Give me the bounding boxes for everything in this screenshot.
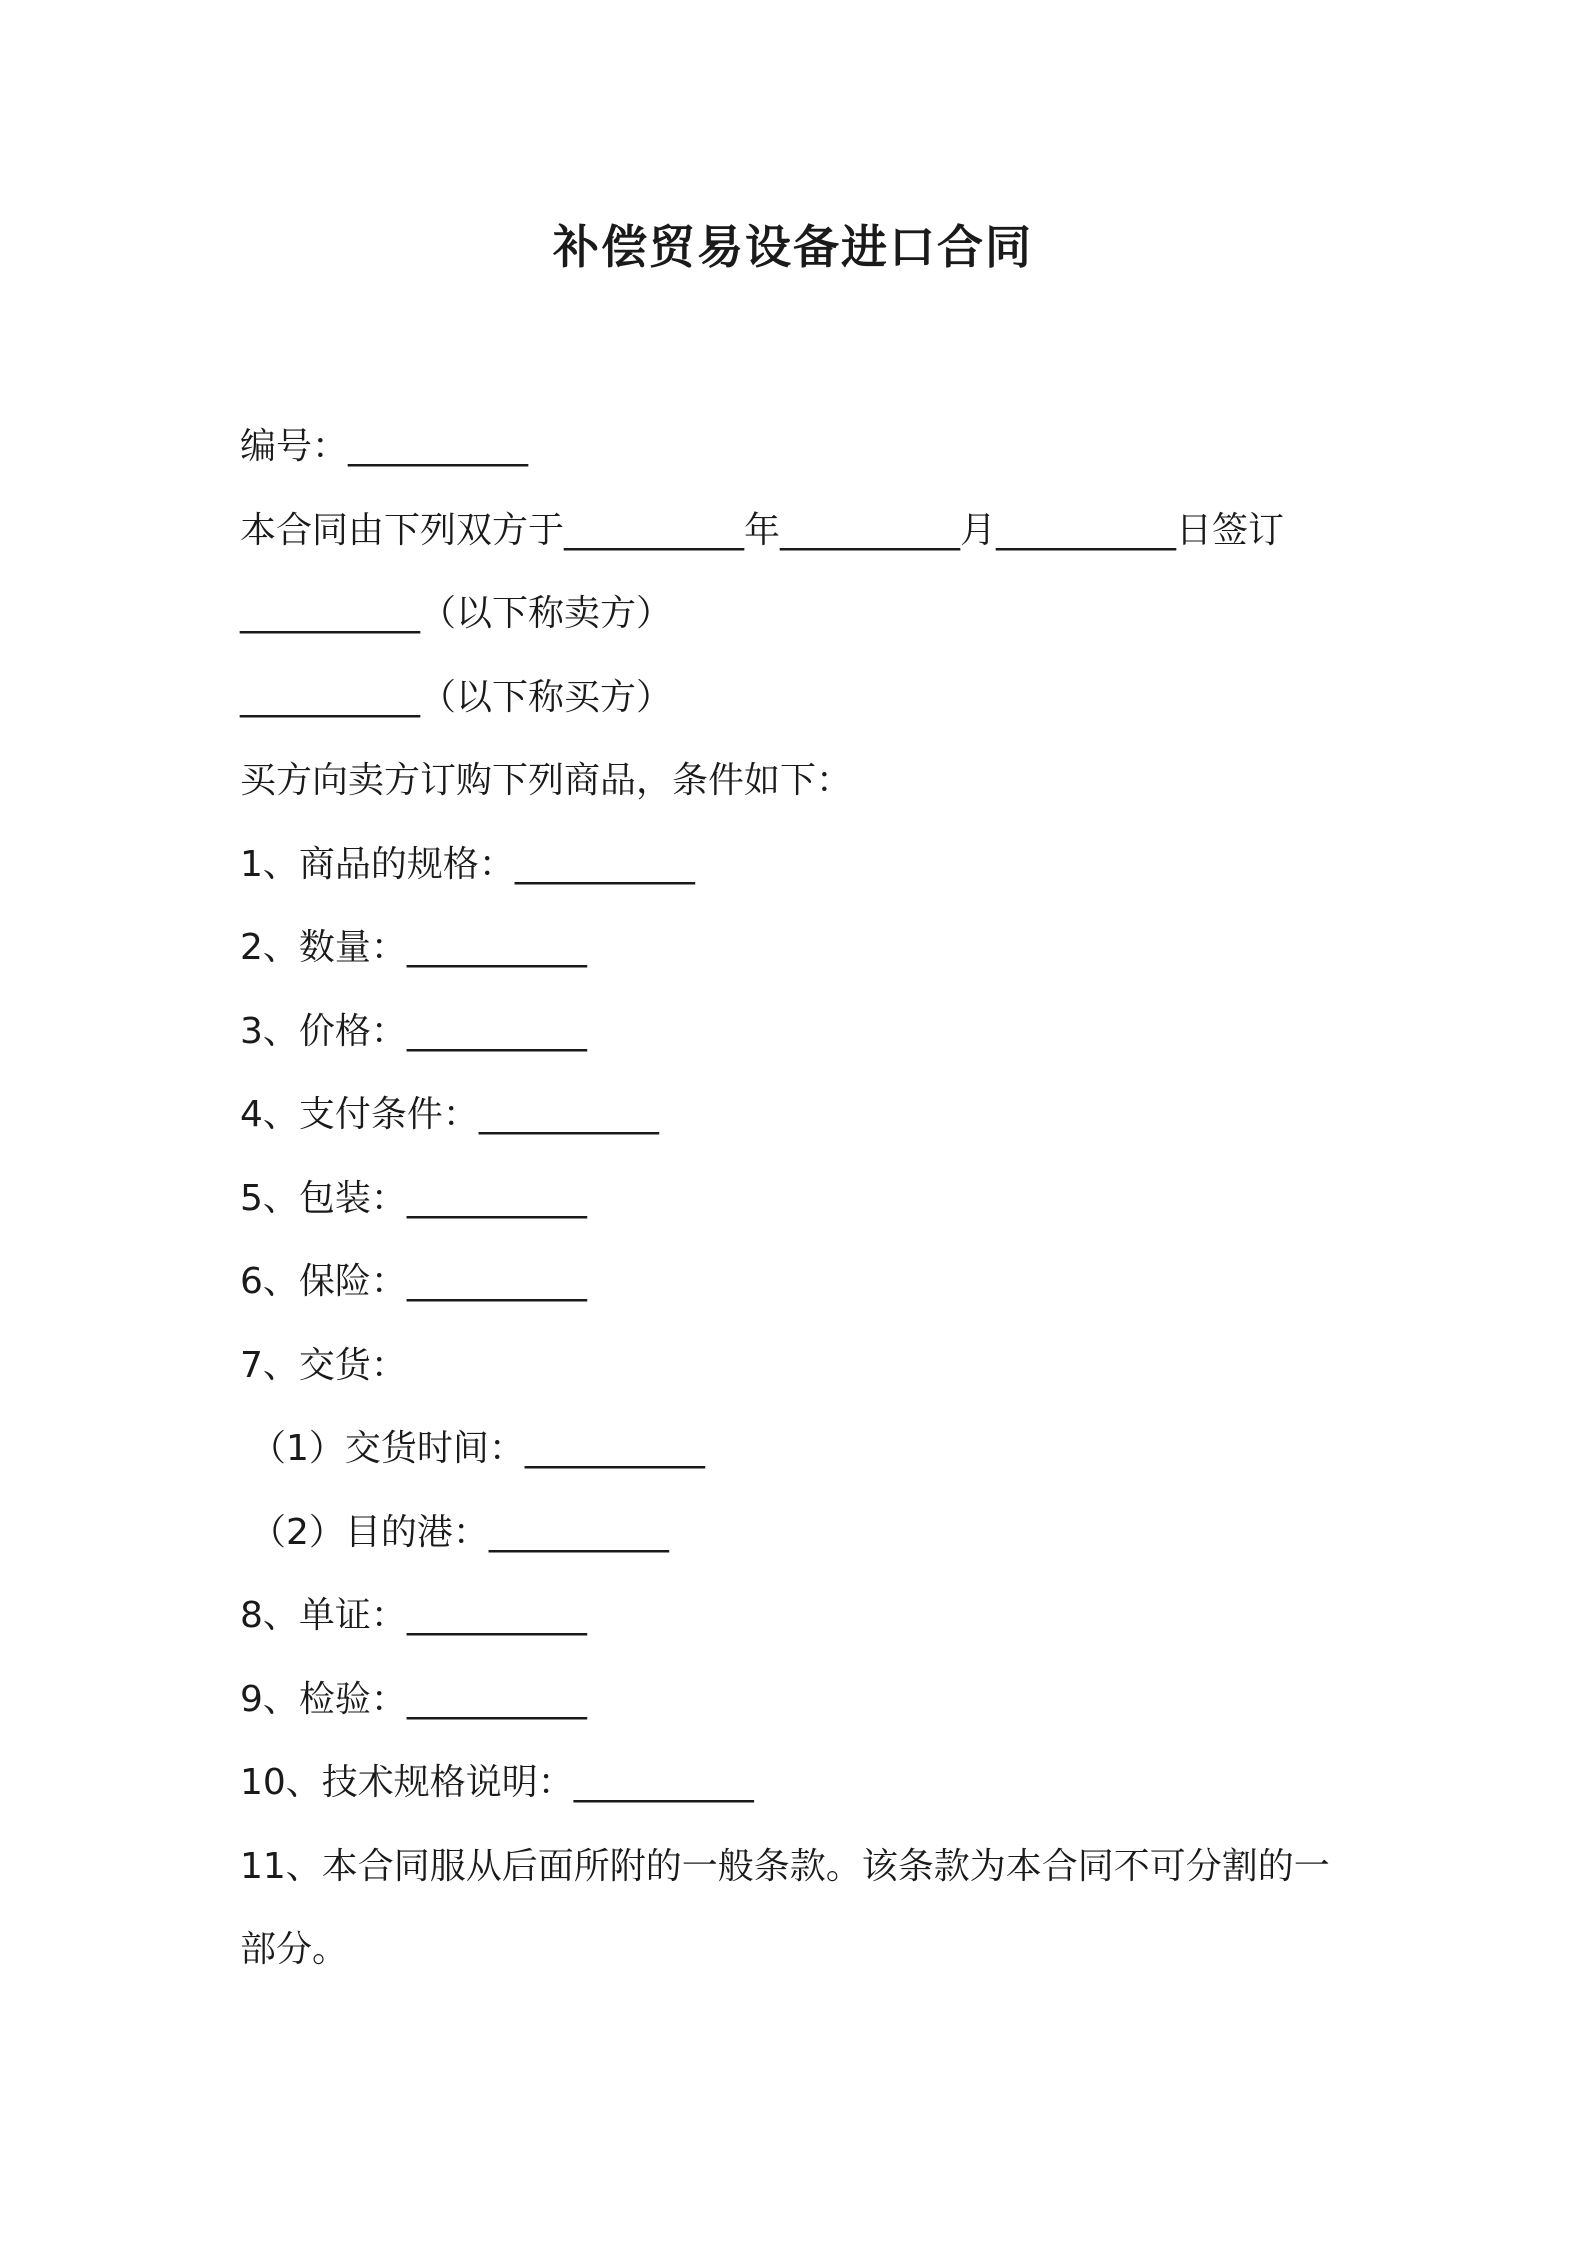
item-price: 3、价格：__________ <box>240 1010 587 1052</box>
contract-number-line: 编号：__________ <box>240 426 529 467</box>
item-specification: 1、商品的规格：__________ <box>240 843 695 885</box>
item-delivery-time: （1）交货时间：__________ <box>250 1428 705 1469</box>
item-delivery: 7、交货： <box>240 1344 407 1386</box>
item-technical-specs: 10、技术规格说明：__________ <box>240 1762 754 1803</box>
document-title: 补偿贸易设备进口合同 <box>553 220 1033 274</box>
item-insurance: 6、保险：__________ <box>240 1261 587 1302</box>
signing-date-line: 本合同由下列双方于__________年__________月__________日签订 <box>240 509 1285 551</box>
item-destination-port: （2）目的港：__________ <box>250 1511 669 1553</box>
intro-line: 买方向卖方订购下列商品，条件如下： <box>240 760 853 801</box>
item-packing: 5、包装：__________ <box>240 1177 587 1219</box>
buyer-line: __________（以下称买方） <box>240 676 673 718</box>
item-inspection: 9、检验：__________ <box>240 1678 587 1720</box>
item-payment-terms: 4、支付条件：__________ <box>240 1094 659 1135</box>
seller-line: __________（以下称卖方） <box>240 593 673 634</box>
item-quantity: 2、数量：__________ <box>240 927 587 968</box>
contract-body <box>240 405 1360 1992</box>
item-general-terms: 11、本合同服从后面所附的一般条款。该条款为本合同不可分割的一部分。 <box>240 1845 1330 1970</box>
item-documents: 8、单证：__________ <box>240 1595 587 1636</box>
